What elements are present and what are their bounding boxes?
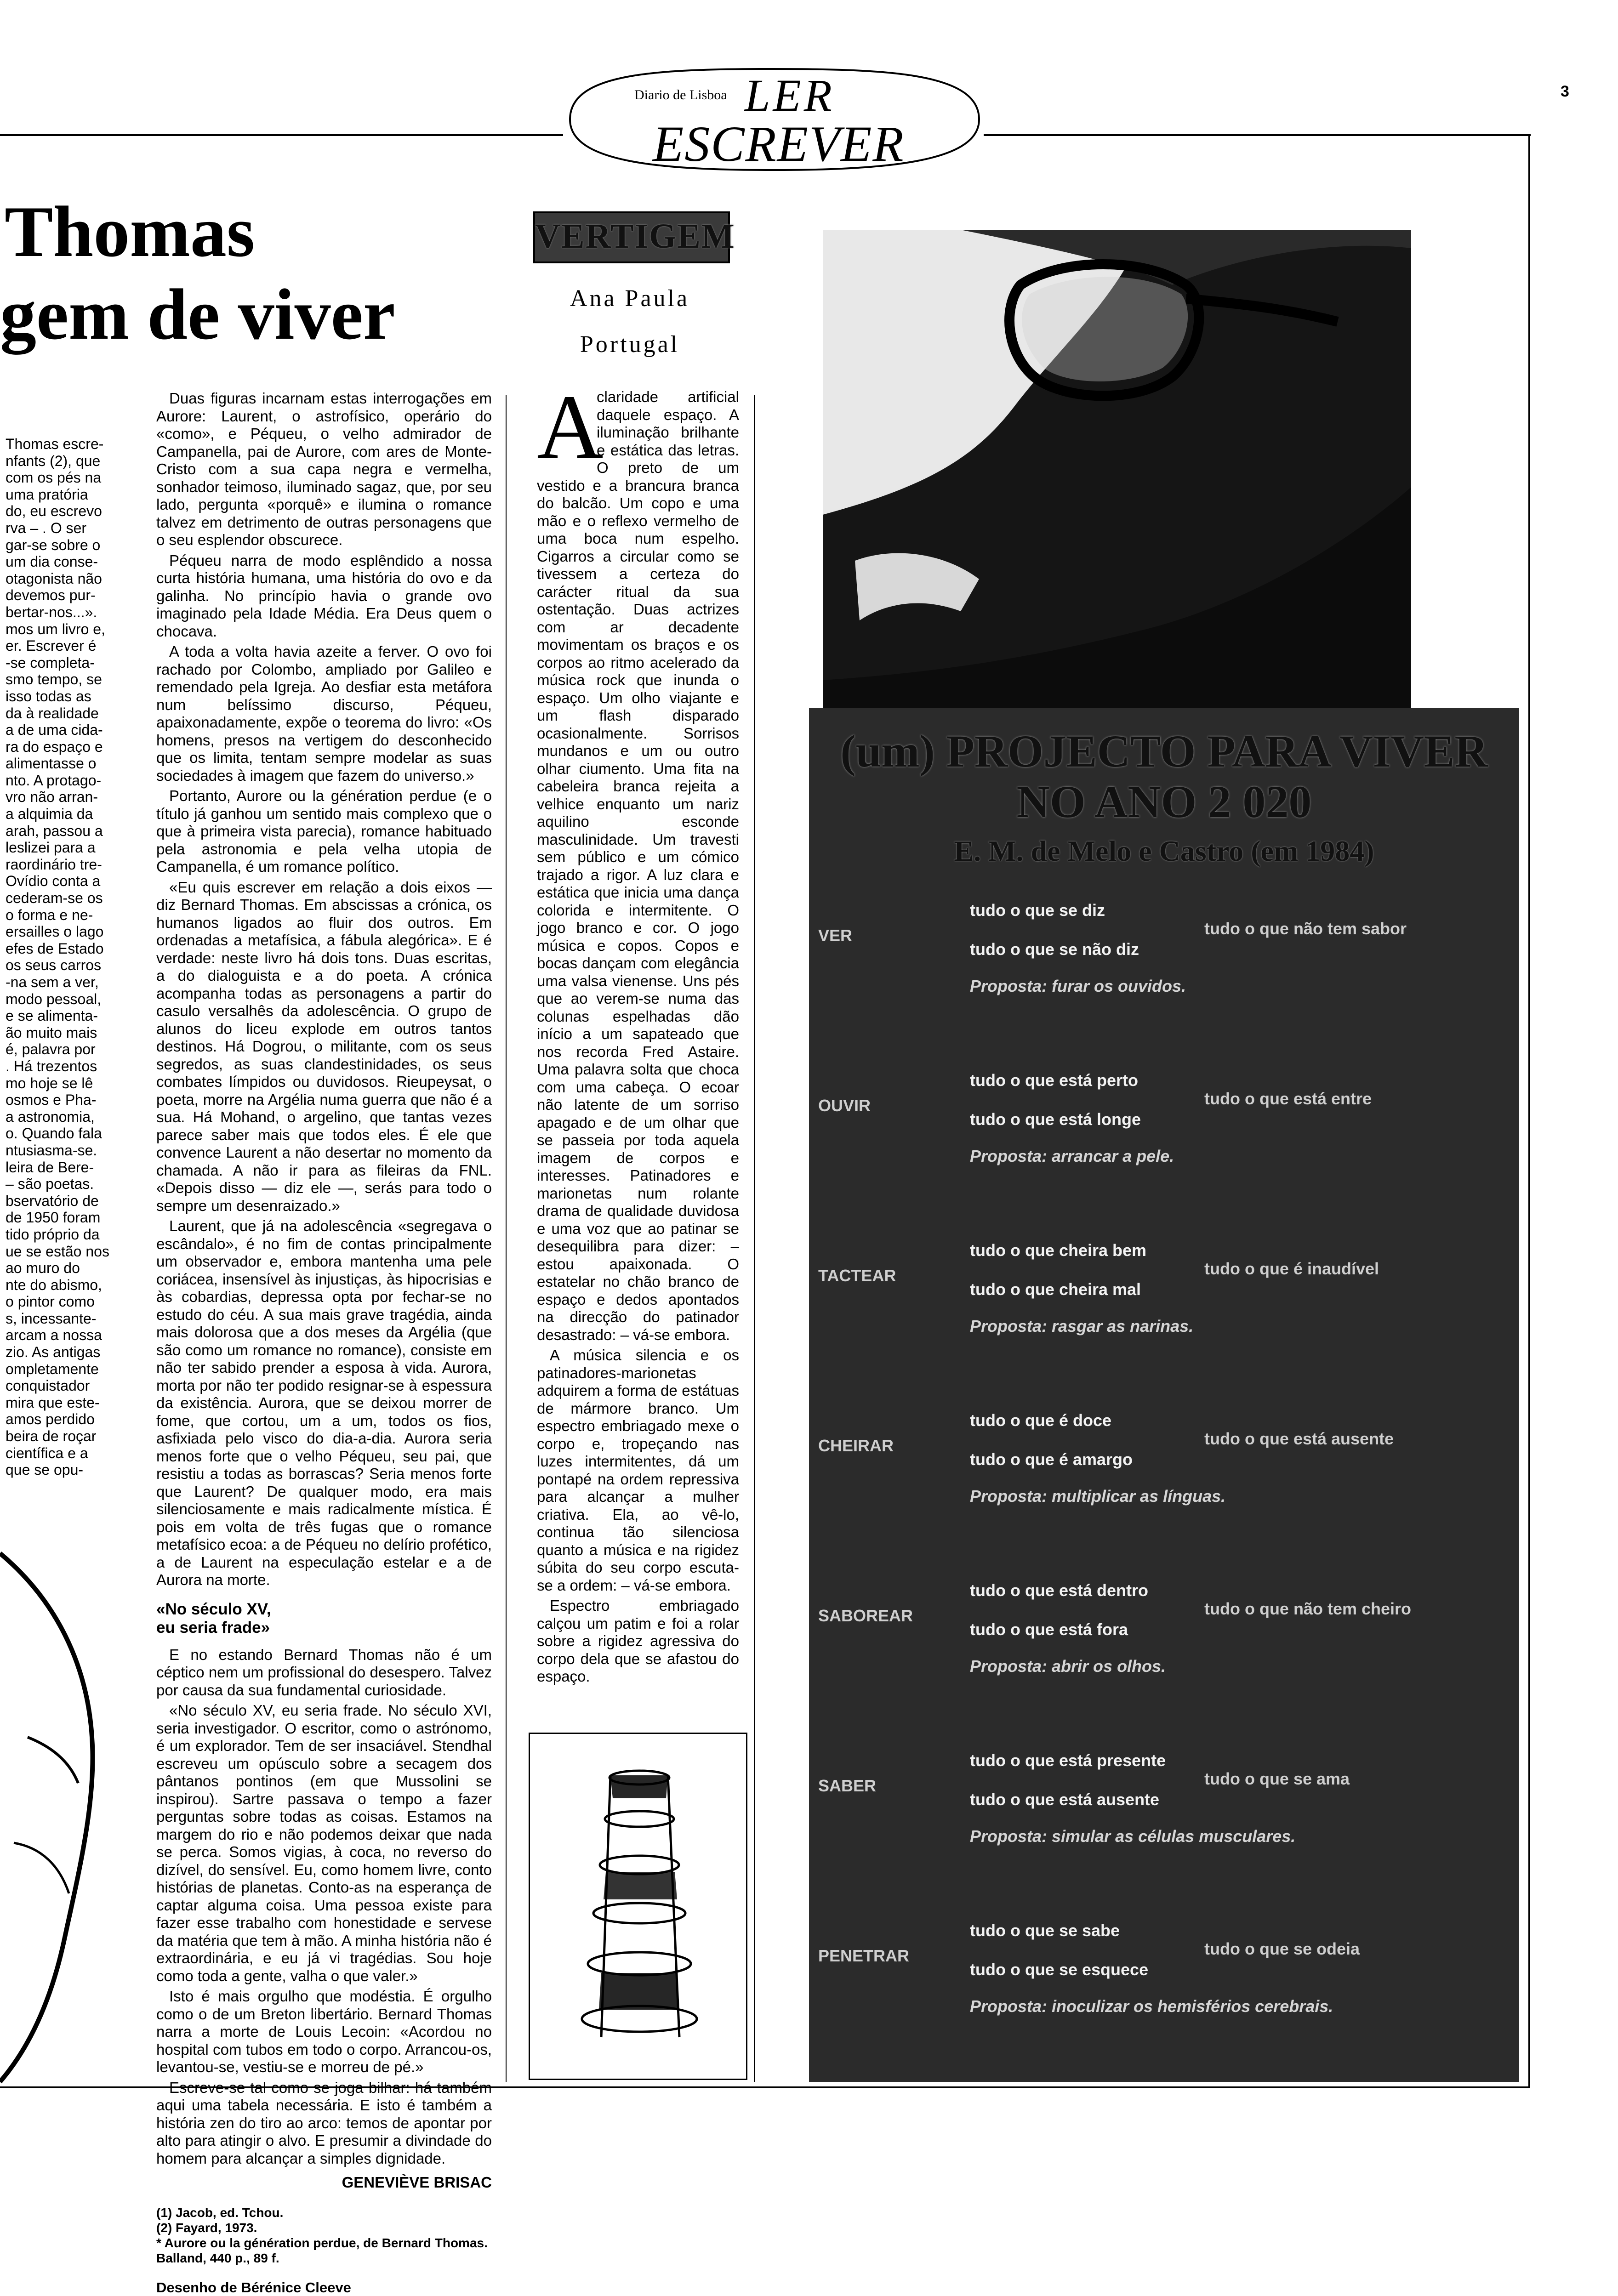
fragment-line: de 1950 foram (6, 1209, 101, 1226)
fragment-line: amos perdido (6, 1411, 95, 1428)
fragment-line: isso todas as (6, 688, 91, 705)
poem-verb: SABER (818, 1776, 877, 1795)
article-title-line1: Thomas (5, 192, 255, 272)
fragment-line: tido próprio da (6, 1226, 100, 1243)
footnote: * Aurore ou la génération perdue, de Bernard Thomas. Balland, 440 p., 89 f. (156, 2236, 488, 2265)
fragment-line: bertar-nos...». (6, 603, 97, 620)
poem-line-right: tudo o que se ama (1204, 1769, 1350, 1788)
vertigem-author-line2: Portugal (580, 331, 680, 358)
article-paragraph: Laurent, que já na adolescência «segregava o escândalo», é no fim de contas principalmente um observador e, embora mantenha uma pele coriácea, insensível às injustiças, às hipocrisias e às cobardias, depressa opta por fechar-se no estudo do céu. A sua mais grave tragédia, ainda mais dolorosa que a dos meses da Argélia (que são como um romance no romance), consiste em não ter sabido prender a esposa à vida. Aurora, morta por não ter podido resignar-se à espessura da existência. Aurora, que se deixou morrer de fome, que cortou, um a um, todos os fios, asfixiada pelo visco do dia-a-dia. Aurora seria menos forte que o velho Péqueu, seu pai, que resistiu a todas as borrascas? Seria menos forte que Laurent? De qualquer modo, era mais silenciosamente e mais radicalmente mística. É pois em volta de três fugas que o romance metafísico ecoa: a de Péqueu no delírio profético, a de Laurent na especulação estelar e a de Aurora na morte. (156, 1217, 492, 1588)
poem-line: tudo o que está presente (970, 1751, 1166, 1770)
masthead-escrever: ESCREVER (653, 116, 905, 172)
fragment-line: smo tempo, se (6, 671, 102, 688)
fragment-line: rva – . O ser (6, 519, 87, 536)
fragment-line: uma pratória (6, 486, 88, 503)
fragment-line: raordinário tre- (6, 856, 102, 873)
fragment-line: -na sem a ver, (6, 974, 99, 990)
fragment-line: . Há trezentos (6, 1057, 97, 1074)
fragment-line: gar-se sobre o (6, 536, 101, 553)
article-paragraph: «No século XV, eu seria frade. No século XVI, seria investigador. O escritor, como o astrónomo, é um explorador. Tem de ser insaciável. Stendhal escreveu um opúsculo sobre a secagem dos pântanos pontinos (em que Mussolini se inspirou). Sartre passava o tempo a fazer perguntas sobre todas as coisas. Estamos na margem do rio e não podemos deixar que nada se perca. Somos vigias, à coca, no reverso do dizível, do sensível. Eu, como homem livre, conto histórias de planetas. Conto-as na esperança de captar alguma coisa. Uma pessoa existe para fazer esse trabalho com honestidade e servese da matéria que tem à mão. A minha história não é extraordinária, e eu já vi tragédias. Sou hoje como toda a gente, valha o que valer.» (156, 1702, 492, 1984)
masthead (561, 55, 988, 179)
fragment-line: a de uma cida- (6, 722, 103, 739)
top-rule-right (984, 134, 1531, 136)
fragment-line: um dia conse- (6, 553, 98, 570)
article-paragraph: Portanto, Aurore ou la génération perdue (e o título já ganhou um sentido mais complexo que o que à primeira vista parecia), romance habituado pela astronomia e pela velha utopia de Campanella, é um romance político. (156, 787, 492, 875)
drawing-credit: Desenho de Bérénice Cleeve (156, 2279, 351, 2296)
portrait-drawing (0, 1544, 138, 2086)
footnote: (2) Fayard, 1973. (156, 2221, 257, 2235)
subhead-line2: eu seria frade» (156, 1618, 270, 1637)
fragment-line: arcam a nossa (6, 1327, 102, 1344)
poem-verb: PENETRAR (818, 1946, 910, 1965)
column-divider-1 (506, 395, 507, 2082)
poem-line-right: tudo o que está ausente (1204, 1429, 1394, 1448)
fragment-line: arah, passou a (6, 822, 103, 839)
fragment-line: Ovídio conta a (6, 873, 101, 890)
footnotes (156, 2205, 492, 2266)
fragment-line: er. Escrever é (6, 637, 97, 654)
fragment-line: nfants (2), que (6, 452, 101, 469)
article-paragraph: Escreve-se tal como se joga bilhar: há também aqui uma tabela necessária. E isto é também a história zen do tiro ao arco: temos de apontar por alto para atingir o alvo. E presumir a divindade do homem para alcançar a simples dignidade. (156, 2079, 492, 2167)
fragment-line: o. Quando fala (6, 1125, 102, 1142)
fragment-line: zio. As antigas (6, 1344, 101, 1361)
fragment-line: que se opu- (6, 1461, 84, 1478)
fragment-line: ersailles o lago (6, 923, 104, 940)
vertigem-kicker: VERTIGEM (533, 211, 730, 263)
fragment-line: nte do abismo, (6, 1276, 102, 1293)
fragment-line: leira de Bere- (6, 1159, 94, 1176)
fragment-line: e se alimenta- (6, 1007, 98, 1024)
vertigem-dropcap: A (537, 376, 604, 478)
poem-verb: TACTEAR (818, 1266, 896, 1285)
vertigem-paragraph: A música silencia e os patinadores-marionetas adquirem a forma de estátuas de mármore branco. Um espectro embriagado mexe o corpo e, tropeçando nas luzes intermitentes, dá um pontapé na ordem repressiva para alcançar a mulher criativa. Ela, ao vê-lo, continua tão silenciosa quanto a música e na rigidez súbita do seu corpo escuta-se a ordem: – vá-se embora. (537, 1347, 739, 1594)
fragment-line: ao muro do (6, 1260, 80, 1277)
poem-proposal: Proposta: abrir os olhos. (970, 1657, 1166, 1676)
poem-line: tudo o que se sabe (970, 1921, 1120, 1940)
poem-proposal: Proposta: furar os ouvidos. (970, 977, 1186, 995)
poem-line: tudo o que está fora (970, 1620, 1128, 1639)
poem-proposal: Proposta: simular as células musculares. (970, 1827, 1296, 1846)
vertigem-paragraph: Espectro embriagado calçou um patim e foi a rolar sobre a rigidez agressiva do corpo dela que se afastou do espaço. (537, 1597, 739, 1685)
poem-line-right: tudo o que é inaudível (1204, 1259, 1379, 1278)
poem-line-right: tudo o que está entre (1204, 1089, 1372, 1108)
fragment-line: a alquimia da (6, 806, 93, 823)
poem-line: tudo o que cheira bem (970, 1241, 1147, 1260)
fragment-line: conquistador (6, 1377, 90, 1394)
poem-line-right: tudo o que se odeia (1204, 1939, 1360, 1958)
poem-line: tudo o que está dentro (970, 1581, 1149, 1600)
fragment-line: bservatório de (6, 1192, 99, 1209)
article-paragraph: Péqueu narra de modo esplêndido a nossa curta história humana, uma história do ovo e da galinha. No princípio havia o grande ovo imaginado pela Idade Média. Era Deus quem o chocava. (156, 551, 492, 640)
poem-line-right: tudo o que não tem cheiro (1204, 1599, 1412, 1618)
fragment-line: osmos e Pha- (6, 1091, 97, 1108)
vertigem-paragraphs (537, 1347, 739, 1686)
poem-line: tudo o que está longe (970, 1110, 1141, 1129)
poem-proposal: Proposta: multiplicar as línguas. (970, 1487, 1226, 1506)
fragment-line: – são poetas. (6, 1176, 94, 1193)
main-article-column (156, 390, 492, 2296)
fragment-line: mo hoje se lê (6, 1074, 93, 1091)
poem-line: tudo o que se diz (970, 901, 1105, 920)
fragment-line: os seus carros (6, 957, 102, 974)
fragment-line: científica e a (6, 1444, 88, 1461)
vertigem-column (537, 376, 739, 1721)
poem-verb: SABOREAR (818, 1606, 913, 1625)
fragment-line: leslizei para a (6, 839, 96, 856)
article-paragraph: A toda a volta havia azeite a ferver. O ovo foi rachado por Colombo, ampliado por Galileo e remendado pela Igreja. Ao desfiar esta metáfora num belíssimo discurso, Péqueu, apaixonadamente, expõe o teorema do livro: «Os homens, presos na vertigem do desconhecido que os limita, tentam sempre modelar as suas sociedades à imagem que fazem do universo.» (156, 643, 492, 784)
poem-proposal: Proposta: inoculizar os hemisférios cerebrais. (970, 1997, 1333, 2016)
poem-panel (809, 708, 1519, 2082)
poem-proposal: Proposta: rasgar as narinas. (970, 1317, 1194, 1336)
main-paragraphs (156, 390, 492, 1589)
fragment-line: devemos pur- (6, 587, 96, 604)
poem-line: tudo o que é doce (970, 1411, 1112, 1430)
byline: GENEVIÈVE BRISAC (342, 2174, 492, 2191)
fragment-lines (6, 436, 141, 1478)
poem-line: tudo o que cheira mal (970, 1280, 1141, 1299)
article-title-line2: gem de viver (0, 274, 395, 355)
article-paragraph: E no estando Bernard Thomas não é um céptico nem um profissional do desespero. Talvez por causa da sua fundamental curiosidade. (156, 1646, 492, 1699)
page-number: 3 (1561, 83, 1569, 100)
footnote: (1) Jacob, ed. Tchou. (156, 2205, 284, 2220)
poem-line: tudo o que se não diz (970, 940, 1139, 959)
fragment-line: ntusiasma-se. (6, 1142, 97, 1159)
poem-verb: VER (818, 926, 853, 945)
poem-line: tudo o que está perto (970, 1071, 1139, 1090)
fragment-line: nto. A protago- (6, 772, 102, 789)
fragment-line: ompletamente (6, 1360, 99, 1377)
right-border (1528, 134, 1530, 2087)
column-divider-2 (754, 395, 755, 2082)
subhead (156, 1600, 492, 1637)
article-paragraph: Isto é mais orgulho que modéstia. É orgulho como o de um Breton libertário. Bernard Thomas narra a morte de Louis Lecoin: «Acordou no hospital com tubos em todo o corpo. Arrancou-os, levantou-se, vestiu-se e morreu de pé.» (156, 1988, 492, 2075)
article-paragraph: Duas figuras incarnam estas interrogações em Aurore: Laurent, o astrofísico, operário do «como», e Péqueu, o velho admirador de Campanella, pai de Aurore, com ares de Monte-Cristo com a sua capa negra e vermelha, sonhador teimoso, iluminado sagaz, que, por seu lado, pergunta «porquê» e ilumina o romance talvez em detrimento de outras personagens que o seu esplendor obscurece. (156, 390, 492, 548)
fragment-line: vro não arran- (6, 789, 98, 806)
fragment-line: alimentasse o (6, 755, 97, 772)
poem-line-right: tudo o que não tem sabor (1204, 919, 1407, 938)
fragment-line: da à realidade (6, 705, 99, 722)
poem-verb: CHEIRAR (818, 1436, 894, 1455)
fragment-line: ue se estão nos (6, 1243, 109, 1260)
fragment-line: ra do espaço e (6, 738, 103, 755)
fragment-line: s, incessante- (6, 1310, 97, 1327)
subhead-line1: «No século XV, (156, 1600, 271, 1618)
fragment-line: a astronomia, (6, 1108, 95, 1125)
fragment-line: ão muito mais (6, 1024, 97, 1041)
poem-title-line1: (um) PROJECTO PARA VIVER (840, 726, 1488, 777)
masthead-ler: LER (745, 70, 835, 121)
fragment-line: o pintor como (6, 1293, 95, 1310)
fragment-line: é, palavra por (6, 1041, 96, 1058)
fragment-line: beira de roçar (6, 1428, 97, 1445)
fragment-line: Thomas escre- (6, 436, 104, 452)
main-paragraphs-2 (156, 1646, 492, 2168)
poem-line: tudo o que se esquece (970, 1960, 1149, 1979)
author-photo (823, 230, 1411, 708)
tower-drawing (529, 1733, 747, 2080)
fragment-line: mira que este- (6, 1394, 100, 1411)
fragment-line: cederam-se os (6, 890, 103, 907)
vertigem-intro: claridade artificial daquele espaço. A iluminação brilhante e estática das letras. O preto de um vestido e a brancura branca do balcão. Um copo e uma mão e o reflexo vermelho de uma boca num espelho. Cigarros a circular como se tivessem a certeza do carácter ritual da sua ostentação. Duas actrizes com ar decadente movimentam os braços e os corpos ao ritmo acelerado da música rock que inunda o espaço. Um olho viajante e um flash disparado ocasionalmente. Sorrisos mundanos e um ou outro olhar ciumento. Uma fita na cabeleira branca rejeita a velhice enquanto um nariz aquilino esconde masculinidade. Um travesti sem público e um cómico trajado a rigor. A luz clara e estática que inicia uma dança colorida e intermitente. O jogo branco e cor. O jogo música e copos. Copos e bocas dançam com elegância uma valsa vienense. Uns pés que ao verem-se numa das colunas espelhadas dão início a um sapateado que nos recorda Fred Astaire. Uma palavra solta que choca com uma cabeça. O ecoar não latente de um sorriso apagado e de um olhar que se passeia por toda aquela imagem de corpos e interesses. Patinadores e marionetas num rolante drama de qualidade duvidosa e uma voz que ao patinar se desequilibra para dizer: – estou apaixonada. O estatelar no chão branco de espaço e dedos apontados na direcção do patinador desastrado: – vá-se embora. (537, 388, 739, 1343)
fragment-line: efes de Estado (6, 940, 104, 957)
poem-line: tudo o que está ausente (970, 1790, 1160, 1809)
poem-proposal: Proposta: arrancar a pele. (970, 1147, 1174, 1165)
masthead-paper: Diario de Lisboa (634, 87, 727, 102)
fragment-line: mos um livro e, (6, 620, 105, 637)
poem-line: tudo o que é amargo (970, 1450, 1133, 1469)
fragment-line: modo pessoal, (6, 990, 102, 1007)
fragment-line: com os pés na (6, 469, 102, 486)
fragment-line: o forma e ne- (6, 906, 93, 923)
poem-verb: OUVIR (818, 1096, 871, 1115)
poem-author: E. M. de Melo e Castro (em 1984) (954, 835, 1374, 867)
left-fragment-column (6, 436, 141, 1481)
top-rule-left (0, 134, 563, 136)
article-paragraph: «Eu quis escrever em relação a dois eixos — diz Bernard Thomas. Em abscissas a crónica, os humanos ligados ao fluir dos outros. Em ordenadas a metafísica, a fábula alegórica». E é verdade: neste livro há dois tons. Duas escritas, a do dialoguista e a do poeta. A crónica acompanha todas as personagens a partir do casulo versalhês da adolescência. O grupo de alunos do liceu explode em outros tantos destinos. Há Dogrou, o militante, com os seus segredos, as suas clandestinidades, os seus combates límpidos ou duvidosos. Rieupeysat, o poeta, morre na Argélia numa guerra que não é a sua. Há Mohand, o argelino, que tantas vezes parece saber mais que todos eles. É ele que convence Laurent a não desertar no momento da chamada. A não ir para as fileiras da FNL. «Depois disso — diz ele —, serás para todo o sempre um desenraizado.» (156, 878, 492, 1214)
fragment-line: -se completa- (6, 654, 95, 671)
fragment-line: otagonista não (6, 570, 102, 587)
vertigem-author-line1: Ana Paula (570, 285, 690, 312)
poem-title-line2: NO ANO 2 020 (1016, 776, 1312, 827)
fragment-line: do, eu escrevo (6, 503, 102, 520)
